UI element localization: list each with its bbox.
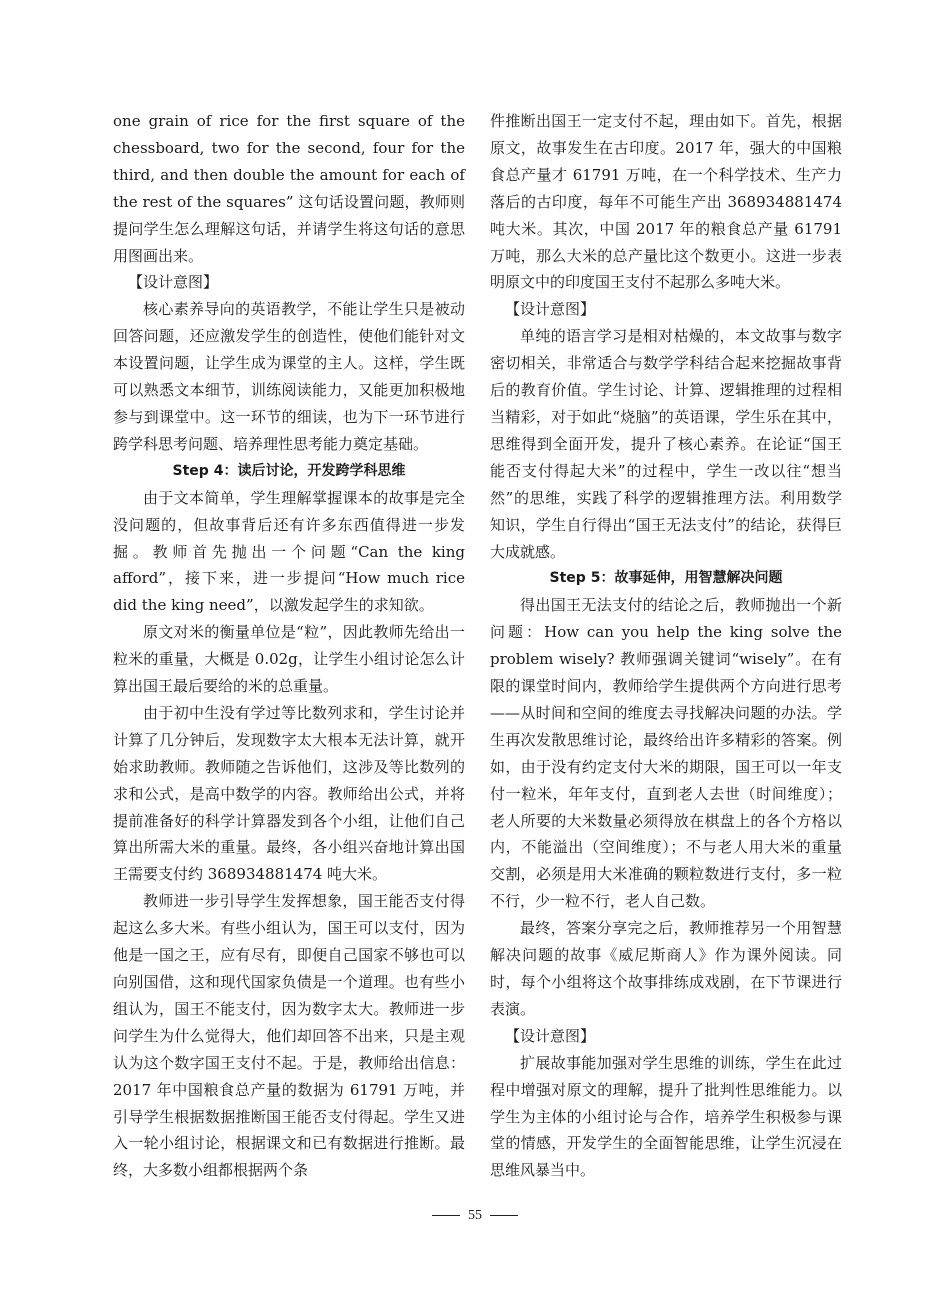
page-footer xyxy=(0,1208,950,1224)
paragraph: 扩展故事能加强对学生思维的训练，学生在此过程中增强对原文的理解，提升了批判性思维能力。以学生为主体的小组讨论与合作，培养学生积极参与课堂的情感，开发学生的全面智能思维，让学生沉浸在思维风暴当中。 xyxy=(490,1053,842,1180)
paragraph: 由于文本简单，学生理解掌握课本的故事是完全没问题的，但故事背后还有许多东西值得进一步发掘。教师首先抛出一个问题“Can the king afford”，接下来，进一步提问“How much rice did the king need”，以激发起学生的求知欲。 xyxy=(113,488,465,615)
right-column xyxy=(490,108,842,1184)
design-intent-label: 【设计意图】 xyxy=(128,273,219,292)
step-heading: Step 4：读后讨论，开发跨学科思维 xyxy=(172,462,406,479)
design-intent-label: 【设计意图】 xyxy=(505,1026,596,1045)
paragraph: 教师进一步引导学生发挥想象，国王能否支付得起这么多大米。有些小组认为，国王可以支付，因为他是一国之王，应有尽有，即便自己国家不够也可以向别国借，这和现代国家负债是一个道理。也有些小组认为，国王不能支付，因为数字太大。教师进一步问学生为什么觉得大，他们却回答不出来，只是主观认为这个数字国王支付不起。于是，教师给出信息：2017 年中国粮食总产量的数据为 61791 万吨，并引导学生根据数据推断国王能否支付得起。学生又进入一轮小组讨论，根据课文和已有数据进行推断。最终，大多数小组都根据两个条 xyxy=(113,892,465,1180)
page-number: 55 xyxy=(468,1208,482,1223)
paragraph: 核心素养导向的英语教学，不能让学生只是被动回答问题，还应激发学生的创造性，使他们能针对文本设置问题，让学生成为课堂的主人。这样，学生既可以熟悉文本细节，训练阅读能力，又能更加积极地参与到课堂中。这一环节的细读，也为下一环节进行跨学科思考问题、培养理性思考能力奠定基础。 xyxy=(113,300,465,453)
paragraph: 最终，答案分享完之后，教师推荐另一个用智慧解决问题的故事《威尼斯商人》作为课外阅读。同时，每个小组将这个故事排练成戏剧，在下节课进行表演。 xyxy=(490,919,842,1018)
paragraph: 单纯的语言学习是相对枯燥的，本文故事与数字密切相关，非常适合与数学学科结合起来挖掘故事背后的教育价值。学生讨论、计算、逻辑推理的过程相当精彩，对于如此“烧脑”的英语课，学生乐在其中，思维得到全面开发，提升了核心素养。在论证“国王能否支付得起大米”的过程中，学生一改以往“想当然”的思维，实践了科学的逻辑推理方法。利用数学知识，学生自行得出“国王无法支付”的结论，获得巨大成就感。 xyxy=(490,327,842,561)
paragraph: 原文对米的衡量单位是“粒”，因此教师先给出一粒米的重量，大概是 0.02g，让学生小组讨论怎么计算出国王最后要给的米的总重量。 xyxy=(113,623,465,696)
footer-rule-left xyxy=(432,1215,460,1216)
footer-rule-right xyxy=(490,1215,518,1216)
step-heading: Step 5：故事延伸，用智慧解决问题 xyxy=(549,570,783,587)
paragraph: one grain of rice for the first square of the chessboard, two for the second, four for the third, and then double the amount for each of the rest of the squares” 这句话设置问题，教师则提问学生怎么理解这句话，并请学生将这句话的意思用图画出来。 xyxy=(113,112,465,265)
paragraph: 件推断出国王一定支付不起，理由如下。首先，根据原文，故事发生在古印度。2017 年，强大的中国粮食总产量才 61791 万吨，在一个科学技术、生产力落后的古印度，每年不可能生产出 368934881474 吨大米。其次，中国 2017 年的粮食总产量 61791 万吨，那么大米的总产量比这个数更小。这进一步表明原文中的印度国王支付不起那么多吨大米。 xyxy=(490,112,842,292)
paragraph: 由于初中生没有学过等比数列求和，学生讨论并计算了几分钟后，发现数字太大根本无法计算，就开始求助教师。教师随之告诉他们，这涉及等比数列的求和公式，是高中数学的内容。教师给出公式，并将提前准备好的科学计算器发到各个小组，让他们自己算出所需大米的重量。最终，各小组兴奋地计算出国王需要支付约 368934881474 吨大米。 xyxy=(113,703,465,884)
design-intent-label: 【设计意图】 xyxy=(505,300,596,319)
left-column xyxy=(113,108,465,1184)
paragraph: 得出国王无法支付的结论之后，教师抛出一个新问题：How can you help the king solve the problem wisely? 教师强调关键词“wisely”。在有限的课堂时间内，教师给学生提供两个方向进行思考——从时间和空间的维度去寻找解决问题的办法。学生再次发散思维讨论，最终给出许多精彩的答案。例如，由于没有约定支付大米的期限，国王可以一年支付一粒米，年年支付，直到老人去世（时间维度）；老人所要的大米数量必须得放在棋盘上的各个方格以内，不能溢出（空间维度）；不与老人用大米的重量交割，必须是用大米准确的颗粒数进行支付，多一粒不行，少一粒不行，老人自己数。 xyxy=(490,596,842,911)
